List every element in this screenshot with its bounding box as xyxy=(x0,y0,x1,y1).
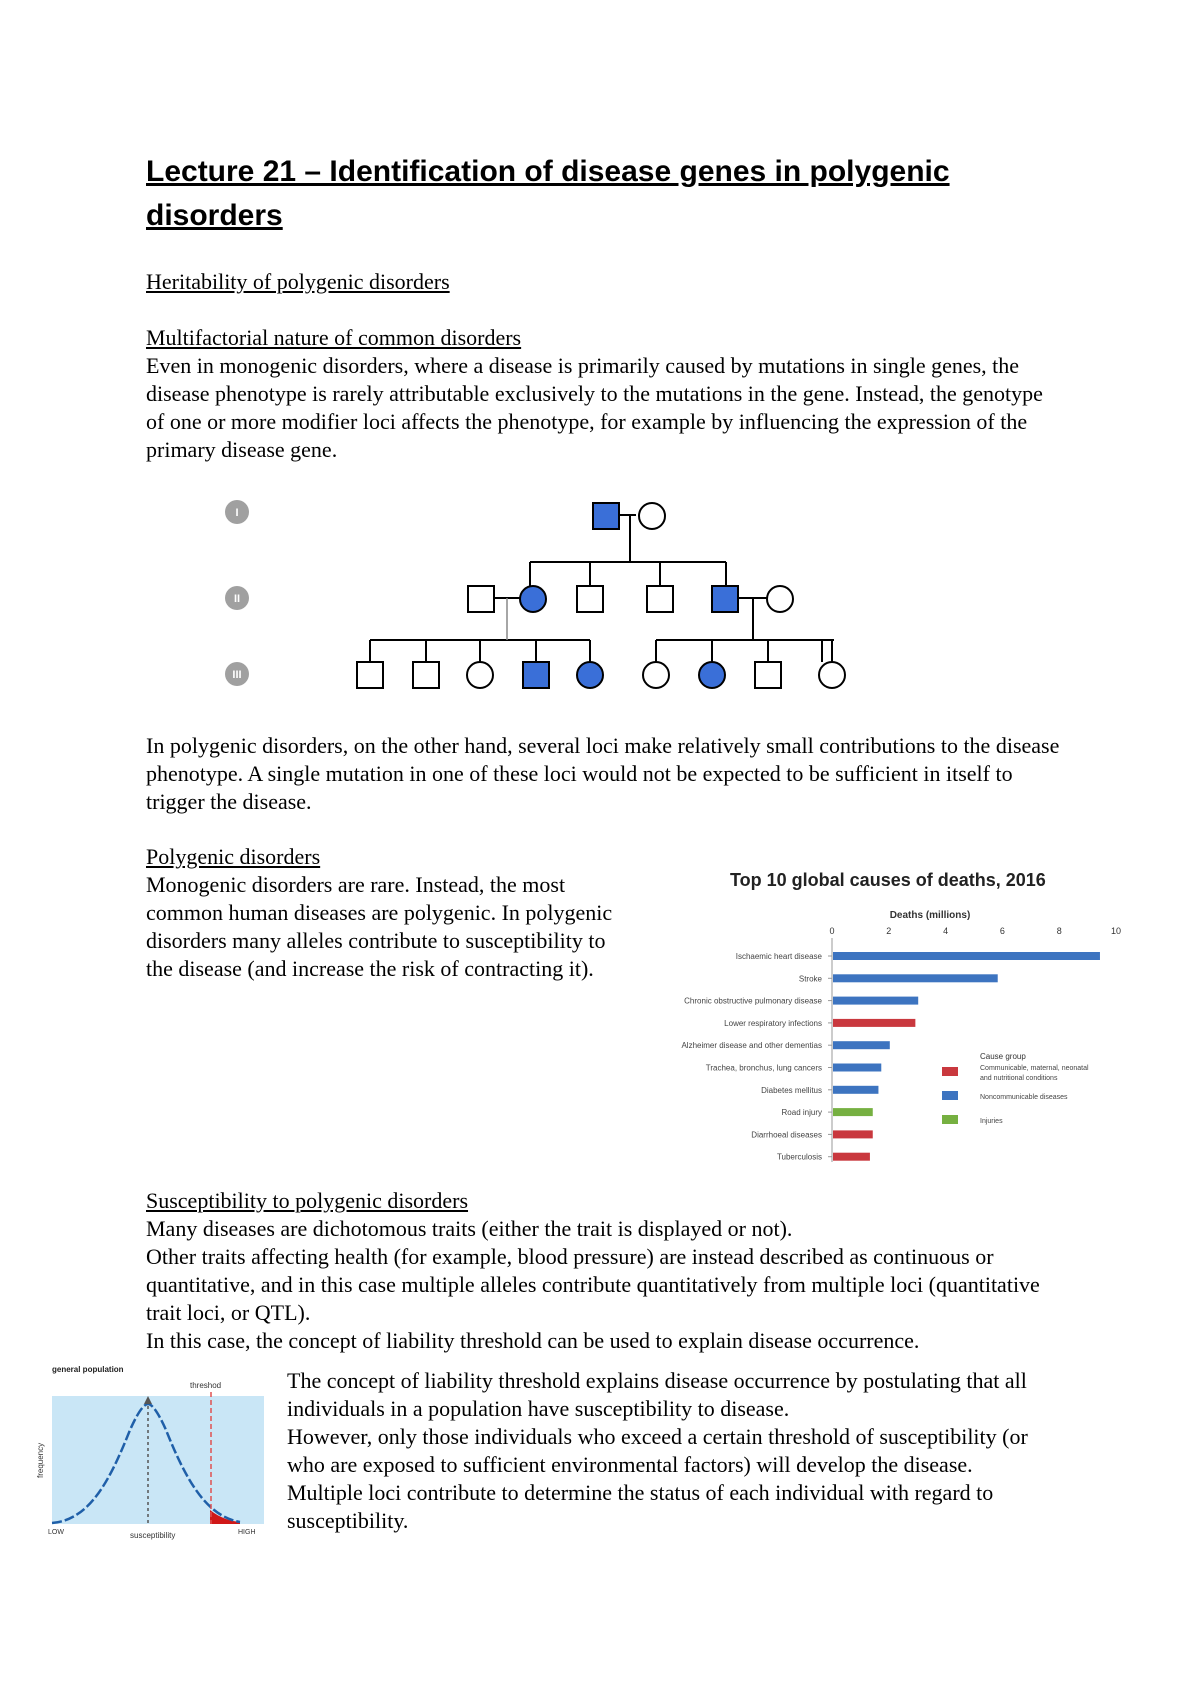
liability-line-exceed: However, only those individuals who exceed a certain threshold of susceptibility (or who are exposed to sufficient environmental factors) will develop the disease. xyxy=(287,1424,1028,1477)
pedigree-unaffected-female xyxy=(467,662,493,688)
pedigree-affected-male xyxy=(712,586,738,612)
chart-tick-label: 6 xyxy=(999,926,1005,936)
causes-of-death-chart xyxy=(630,862,1130,1172)
pedigree-unaffected-male xyxy=(577,586,603,612)
chart-tick-label: 10 xyxy=(1110,926,1122,936)
chart-tick-label: 2 xyxy=(886,926,892,936)
pedigree-affected-male xyxy=(593,503,619,529)
chart-bar xyxy=(833,997,918,1005)
chart-category-label: Stroke xyxy=(798,974,822,984)
chart-bar xyxy=(833,952,1100,960)
liability-line-postulate: The concept of liability threshold explains disease occurrence by postulating that all individuals in a population have susceptibility to disease. xyxy=(287,1368,1027,1421)
paragraph-monogenic-modifiers: Even in monogenic disorders, where a disease is primarily caused by mutations in single genes, the disease phenotype is rarely attributable exclusively to the mutations in the gene. Instead, the genotype of one or more modifier loci affects the phenotype, for example by influencing the expression of the primary disease gene. xyxy=(146,353,1043,462)
liability-line-loci: Multiple loci contribute to determine the status of each individual with regard to susceptibility. xyxy=(287,1480,994,1533)
legend-label: Injuries xyxy=(980,1118,1003,1125)
chart-bar xyxy=(833,1064,881,1072)
chart-category-label: Trachea, bronchus, lung cancers xyxy=(705,1063,822,1073)
section-heading-susceptibility: Susceptibility to polygenic disorders xyxy=(146,1188,469,1213)
chart-bar xyxy=(833,1153,870,1161)
x-axis-low-label: LOW xyxy=(48,1529,64,1536)
paragraph-susceptibility xyxy=(146,1215,1076,1355)
pedigree-unaffected-female xyxy=(767,586,793,612)
paragraph-polygenic-loci: In polygenic disorders, on the other hand, several loci make relatively small contributions to the disease phenotype. A single mutation in one of these loci would not be expected to be sufficient in itself to trigger the disease. xyxy=(146,733,1060,814)
pedigree-affected-female xyxy=(577,662,603,688)
section-heading-heritability: Heritability of polygenic disorders xyxy=(146,269,450,294)
chart-bar xyxy=(833,1130,873,1138)
generation-label: III xyxy=(232,669,242,681)
generation-label: I xyxy=(235,507,239,519)
liability-threshold-figure xyxy=(30,1360,270,1542)
chart-bar xyxy=(833,1086,878,1094)
chart-bar xyxy=(833,1019,915,1027)
pedigree-diagram xyxy=(200,490,880,700)
chart-category-label: Road injury xyxy=(781,1108,822,1118)
y-axis-label: frequency xyxy=(36,1442,45,1478)
paragraph-polygenic-disorders: Monogenic disorders are rare. Instead, the most common human diseases are polygenic. In polygenic disorders many alleles contribute to susceptibility to the disease (and increase the risk of contracting it). xyxy=(146,872,613,981)
chart-tick-label: 4 xyxy=(943,926,949,936)
chart-category-label: Tuberculosis xyxy=(776,1152,822,1162)
pedigree-affected-female xyxy=(520,586,546,612)
legend-swatch xyxy=(942,1091,958,1100)
pedigree-unaffected-male xyxy=(468,586,494,612)
page-title: Lecture 21 – Identification of disease genes in polygenic disorders xyxy=(146,155,950,232)
section-heading-multifactorial: Multifactorial nature of common disorders xyxy=(146,325,522,350)
pedigree-unaffected-male xyxy=(647,586,673,612)
chart-category-label: Alzheimer disease and other dementias xyxy=(681,1041,822,1051)
chart-category-label: Lower respiratory infections xyxy=(724,1018,822,1028)
susceptibility-line-dichotomous: Many diseases are dichotomous traits (either the trait is displayed or not). xyxy=(146,1216,793,1241)
legend-title: Cause group xyxy=(980,1052,1026,1061)
chart-bar xyxy=(833,1041,890,1049)
x-axis-label: susceptibility xyxy=(130,1531,176,1540)
generation-label: II xyxy=(233,593,241,605)
chart-category-label: Chronic obstructive pulmonary disease xyxy=(684,996,822,1006)
chart-tick-label: 0 xyxy=(829,926,835,936)
chart-title: Top 10 global causes of deaths, 2016 xyxy=(730,870,1046,890)
pedigree-affected-female xyxy=(699,662,725,688)
pedigree-unaffected-female xyxy=(819,662,845,688)
chart-bar xyxy=(833,974,998,982)
chart-category-label: Ischaemic heart disease xyxy=(735,952,822,961)
legend-swatch xyxy=(942,1115,958,1124)
section-heading-polygenic: Polygenic disorders xyxy=(146,844,321,869)
chart-category-label: Diarrhoeal diseases xyxy=(751,1130,822,1140)
pedigree-unaffected-female xyxy=(639,503,665,529)
chart-category-label: Diabetes mellitus xyxy=(761,1085,822,1095)
pedigree-unaffected-female xyxy=(643,662,669,688)
susceptibility-line-threshold: In this case, the concept of liability threshold can be used to explain disease occurrence. xyxy=(146,1328,920,1353)
pedigree-unaffected-male xyxy=(413,662,439,688)
x-axis-high-label: HIGH xyxy=(238,1529,256,1536)
pedigree-unaffected-male xyxy=(357,662,383,688)
chart-tick-label: 8 xyxy=(1056,926,1062,936)
susceptibility-line-quantitative: Other traits affecting health (for example, blood pressure) are instead described as continuous or quantitative, and in this case multiple alleles contribute quantitatively from multiple loci (quantitative trait loci, or QTL). xyxy=(146,1244,1040,1325)
legend-label: Noncommunicable diseases xyxy=(980,1094,1068,1101)
chart-x-axis-label: Deaths (millions) xyxy=(889,910,971,921)
paragraph-liability-threshold xyxy=(287,1367,1067,1535)
chart-bar xyxy=(833,1108,873,1116)
legend-label: Communicable, maternal, neonatal and nutritional conditions xyxy=(980,1065,1089,1082)
pedigree-unaffected-male xyxy=(755,662,781,688)
pedigree-affected-male xyxy=(523,662,549,688)
legend-swatch xyxy=(942,1067,958,1076)
threshold-label: threshod xyxy=(190,1381,222,1390)
threshold-figure-title: general population xyxy=(52,1365,124,1374)
